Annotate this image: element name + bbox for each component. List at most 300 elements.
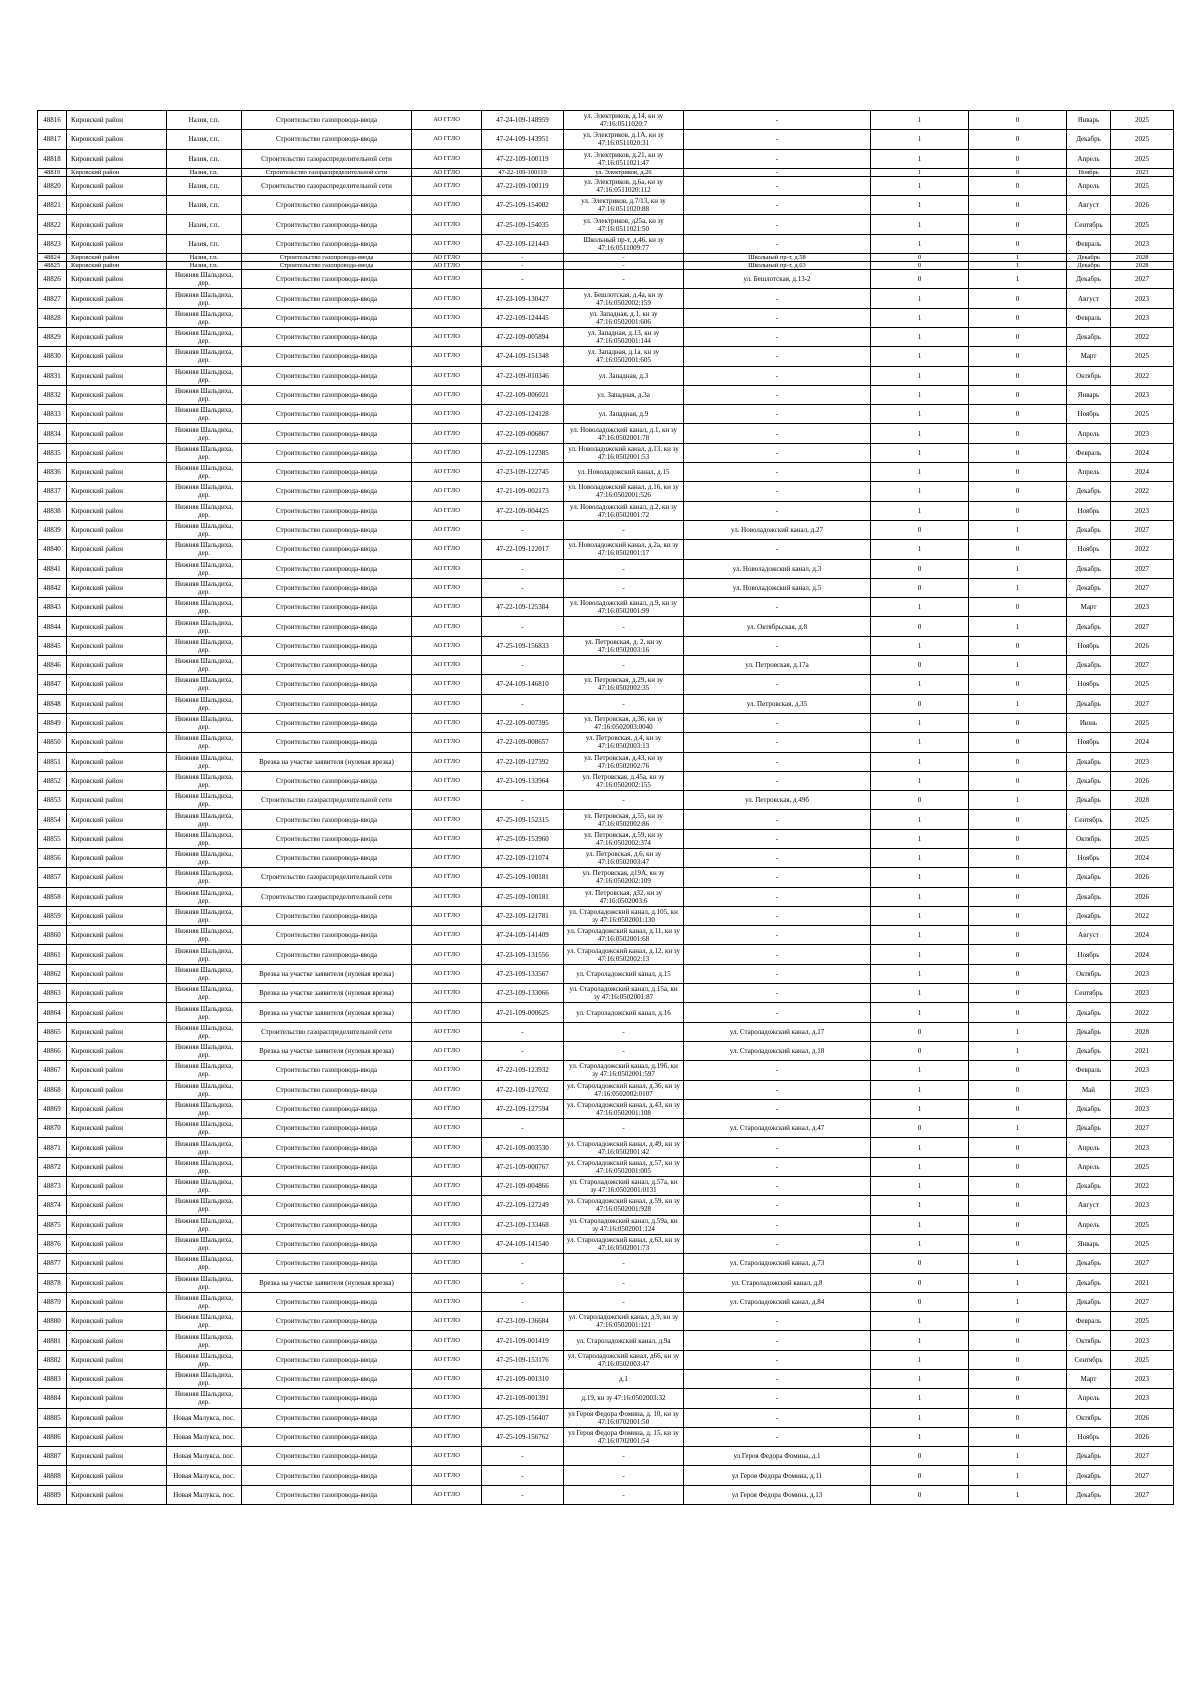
address-cell: - <box>564 1022 684 1041</box>
month-cell: Декабрь <box>1067 791 1111 810</box>
year-cell: 2023 <box>1111 598 1174 617</box>
district-cell: Кировский район <box>67 1312 167 1331</box>
district-cell: Кировский район <box>67 1215 167 1234</box>
address-cell: - <box>564 1485 684 1504</box>
locality-cell: Нижняя Шальдиха, дер. <box>167 675 242 694</box>
district-cell: Кировский район <box>67 1157 167 1176</box>
table-row <box>38 1157 1174 1176</box>
organization-cell: АО ГГЛО <box>412 675 482 694</box>
count-a-cell: 1 <box>871 366 969 385</box>
table-row <box>38 1370 1174 1389</box>
address-cell: ул. Староладожский канал, д.59, кн зу 47:16:0502001:928 <box>564 1196 684 1215</box>
address-cell: - <box>564 520 684 539</box>
locality-cell: Нижняя Шальдиха, дер. <box>167 1061 242 1080</box>
district-cell: Кировский район <box>67 1485 167 1504</box>
request-code-cell: 47-25-109-154002 <box>482 196 564 215</box>
request-code-cell: - <box>482 1254 564 1273</box>
row-number: 48854 <box>38 810 67 829</box>
row-number: 48828 <box>38 308 67 327</box>
row-number: 48870 <box>38 1119 67 1138</box>
request-code-cell: 47-21-109-001391 <box>482 1389 564 1408</box>
organization-cell: АО ГГЛО <box>412 1273 482 1292</box>
organization-cell: АО ГГЛО <box>412 906 482 925</box>
request-code-cell: 47-25-109-156762 <box>482 1427 564 1446</box>
count-b-cell: 1 <box>969 270 1067 289</box>
table-row <box>38 945 1174 964</box>
work-type-cell: Строительство газопровода-ввода <box>242 1215 412 1234</box>
locality-cell: Назия, г.п. <box>167 168 242 176</box>
district-cell: Кировский район <box>67 1099 167 1118</box>
count-a-cell: 0 <box>871 694 969 713</box>
count-b-cell: 0 <box>969 130 1067 149</box>
district-cell: Кировский район <box>67 1447 167 1466</box>
locality-cell: Нижняя Шальдиха, дер. <box>167 443 242 462</box>
request-code-cell: 47-22-109-010346 <box>482 366 564 385</box>
district-cell: Кировский район <box>67 1061 167 1080</box>
month-cell: Апрель <box>1067 1215 1111 1234</box>
row-number: 48827 <box>38 289 67 308</box>
count-a-cell: 1 <box>871 1312 969 1331</box>
organization-cell: АО ГГЛО <box>412 366 482 385</box>
count-a-cell: 0 <box>871 520 969 539</box>
row-number: 48849 <box>38 713 67 732</box>
count-a-cell: 1 <box>871 385 969 404</box>
count-b-cell: 0 <box>969 149 1067 168</box>
count-a-cell: 1 <box>871 771 969 790</box>
locality-cell: Нижняя Шальдиха, дер. <box>167 405 242 424</box>
address-cell: ул Героя Федора Фомина, д. 10, кн зу 47:16:0702001:50 <box>564 1408 684 1427</box>
planned-address-cell: - <box>684 405 871 424</box>
row-number: 48852 <box>38 771 67 790</box>
planned-address-cell: - <box>684 1177 871 1196</box>
locality-cell: Нижняя Шальдиха, дер. <box>167 1370 242 1389</box>
month-cell: Март <box>1067 598 1111 617</box>
request-code-cell: 47-22-109-004425 <box>482 501 564 520</box>
locality-cell: Новая Малукса, пос. <box>167 1485 242 1504</box>
work-type-cell: Строительство газопровода-ввода <box>242 366 412 385</box>
year-cell: 2023 <box>1111 234 1174 253</box>
year-cell: 2027 <box>1111 1119 1174 1138</box>
count-a-cell: 1 <box>871 926 969 945</box>
district-cell: Кировский район <box>67 482 167 501</box>
count-b-cell: 1 <box>969 1447 1067 1466</box>
planned-address-cell: ул. Бешлотская, д.13-2 <box>684 270 871 289</box>
year-cell: 2027 <box>1111 520 1174 539</box>
address-cell: - <box>564 617 684 636</box>
count-b-cell: 0 <box>969 234 1067 253</box>
district-cell: Кировский район <box>67 964 167 983</box>
organization-cell: АО ГГЛО <box>412 1427 482 1446</box>
address-cell: ул. Староладожский канал, д.105, кн зу 47:16:0502001:130 <box>564 906 684 925</box>
organization-cell: АО ГГЛО <box>412 254 482 262</box>
year-cell: 2025 <box>1111 1234 1174 1253</box>
locality-cell: Назия, г.п. <box>167 196 242 215</box>
table-row <box>38 1427 1174 1446</box>
organization-cell: АО ГГЛО <box>412 289 482 308</box>
month-cell: Октябрь <box>1067 829 1111 848</box>
work-type-cell: Строительство газопровода-ввода <box>242 1466 412 1485</box>
work-type-cell: Строительство газопровода-ввода <box>242 829 412 848</box>
count-a-cell: 0 <box>871 559 969 578</box>
request-code-cell: 47-25-109-100181 <box>482 887 564 906</box>
organization-cell: АО ГГЛО <box>412 1312 482 1331</box>
address-cell: ул. Петровская, д.36, кн зу 47:16:0502003:0040 <box>564 713 684 732</box>
year-cell: 2023 <box>1111 1138 1174 1157</box>
locality-cell: Нижняя Шальдиха, дер. <box>167 366 242 385</box>
locality-cell: Нижняя Шальдиха, дер. <box>167 559 242 578</box>
organization-cell: АО ГГЛО <box>412 482 482 501</box>
request-code-cell: 47-22-109-122385 <box>482 443 564 462</box>
planned-address-cell: ул Героя Федора Фомина, д.11 <box>684 1466 871 1485</box>
address-cell: ул. Новоладожский канал, д.9, кн зу 47:16:0502001:99 <box>564 598 684 617</box>
request-code-cell: 47-22-109-122017 <box>482 540 564 559</box>
month-cell: Октябрь <box>1067 1331 1111 1350</box>
organization-cell: АО ГГЛО <box>412 598 482 617</box>
table-row <box>38 168 1174 176</box>
count-a-cell: 1 <box>871 984 969 1003</box>
row-number: 48850 <box>38 733 67 752</box>
month-cell: Август <box>1067 196 1111 215</box>
row-number: 48873 <box>38 1177 67 1196</box>
count-b-cell: 0 <box>969 385 1067 404</box>
count-b-cell: 0 <box>969 463 1067 482</box>
locality-cell: Нижняя Шальдиха, дер. <box>167 829 242 848</box>
locality-cell: Назия, г.п. <box>167 111 242 130</box>
locality-cell: Нижняя Шальдиха, дер. <box>167 1099 242 1118</box>
locality-cell: Новая Малукса, пос. <box>167 1466 242 1485</box>
year-cell: 2027 <box>1111 1447 1174 1466</box>
count-b-cell: 0 <box>969 1080 1067 1099</box>
count-a-cell: 1 <box>871 482 969 501</box>
address-cell: - <box>564 262 684 270</box>
address-cell: ул. Петровская, д.6, кн зу 47:16:0502003:47 <box>564 848 684 867</box>
request-code-cell: - <box>482 578 564 597</box>
request-code-cell: 47-25-109-152315 <box>482 810 564 829</box>
count-b-cell: 0 <box>969 1389 1067 1408</box>
organization-cell: АО ГГЛО <box>412 1041 482 1060</box>
month-cell: Март <box>1067 347 1111 366</box>
table-row <box>38 1080 1174 1099</box>
planned-address-cell: - <box>684 1350 871 1369</box>
planned-address-cell: - <box>684 308 871 327</box>
count-b-cell: 0 <box>969 1003 1067 1022</box>
count-b-cell: 0 <box>969 443 1067 462</box>
gasification-table <box>37 110 1174 1505</box>
request-code-cell: 47-24-109-148959 <box>482 111 564 130</box>
year-cell: 2021 <box>1111 1273 1174 1292</box>
address-cell: ул. Староладожский канал, д.9а <box>564 1331 684 1350</box>
planned-address-cell: - <box>684 215 871 234</box>
address-cell: - <box>564 1292 684 1311</box>
row-number: 48825 <box>38 262 67 270</box>
year-cell: 2027 <box>1111 656 1174 675</box>
count-b-cell: 0 <box>969 1350 1067 1369</box>
organization-cell: АО ГГЛО <box>412 1485 482 1504</box>
request-code-cell: 47-25-109-100181 <box>482 868 564 887</box>
month-cell: Февраль <box>1067 308 1111 327</box>
locality-cell: Нижняя Шальдиха, дер. <box>167 1003 242 1022</box>
district-cell: Кировский район <box>67 424 167 443</box>
count-b-cell: 0 <box>969 771 1067 790</box>
row-number: 48839 <box>38 520 67 539</box>
work-type-cell: Строительство газопровода-ввода <box>242 906 412 925</box>
locality-cell: Нижняя Шальдиха, дер. <box>167 848 242 867</box>
year-cell: 2023 <box>1111 1099 1174 1118</box>
row-number: 48845 <box>38 636 67 655</box>
count-a-cell: 0 <box>871 1273 969 1292</box>
work-type-cell: Строительство газопровода-ввода <box>242 694 412 713</box>
district-cell: Кировский район <box>67 1408 167 1427</box>
locality-cell: Нижняя Шальдиха, дер. <box>167 964 242 983</box>
request-code-cell: - <box>482 1273 564 1292</box>
organization-cell: АО ГГЛО <box>412 964 482 983</box>
table-row <box>38 327 1174 346</box>
year-cell: 2027 <box>1111 694 1174 713</box>
address-cell: - <box>564 1466 684 1485</box>
month-cell: Ноябрь <box>1067 405 1111 424</box>
count-b-cell: 0 <box>969 1196 1067 1215</box>
table-row <box>38 482 1174 501</box>
count-a-cell: 0 <box>871 578 969 597</box>
count-a-cell: 0 <box>871 262 969 270</box>
organization-cell: АО ГГЛО <box>412 385 482 404</box>
year-cell: 2022 <box>1111 327 1174 346</box>
work-type-cell: Строительство газопровода-ввода <box>242 1099 412 1118</box>
work-type-cell: Строительство газопровода-ввода <box>242 540 412 559</box>
request-code-cell: - <box>482 254 564 262</box>
request-code-cell: - <box>482 1292 564 1311</box>
address-cell: ул. Электриков, д.7/13, кн зу 47:16:0511020:88 <box>564 196 684 215</box>
address-cell: ул. Староладожский канал, д.43, кн зу 47:16:0502001:108 <box>564 1099 684 1118</box>
work-type-cell: Строительство газопровода-ввода <box>242 733 412 752</box>
work-type-cell: Строительство газопровода-ввода <box>242 1138 412 1157</box>
row-number: 48830 <box>38 347 67 366</box>
table-row <box>38 176 1174 195</box>
count-b-cell: 0 <box>969 810 1067 829</box>
request-code-cell: - <box>482 791 564 810</box>
year-cell: 2025 <box>1111 1312 1174 1331</box>
count-a-cell: 1 <box>871 752 969 771</box>
request-code-cell: - <box>482 270 564 289</box>
planned-address-cell: - <box>684 111 871 130</box>
row-number: 48853 <box>38 791 67 810</box>
month-cell: Ноябрь <box>1067 540 1111 559</box>
count-a-cell: 1 <box>871 675 969 694</box>
request-code-cell: 47-24-109-143951 <box>482 130 564 149</box>
address-cell: ул. Электриков, д25а, кн зу 47:16:0511021:50 <box>564 215 684 234</box>
organization-cell: АО ГГЛО <box>412 308 482 327</box>
request-code-cell: - <box>482 1447 564 1466</box>
count-b-cell: 0 <box>969 168 1067 176</box>
row-number: 48876 <box>38 1234 67 1253</box>
count-a-cell: 1 <box>871 501 969 520</box>
table-row <box>38 463 1174 482</box>
locality-cell: Нижняя Шальдиха, дер. <box>167 482 242 501</box>
planned-address-cell: - <box>684 848 871 867</box>
month-cell: Ноябрь <box>1067 675 1111 694</box>
count-b-cell: 0 <box>969 196 1067 215</box>
address-cell: ул. Староладожский канал, д.59а, кн зу 47:16:0502001:124 <box>564 1215 684 1234</box>
work-type-cell: Строительство газопровода-ввода <box>242 1350 412 1369</box>
address-cell: ул. Петровская, д. 2, кн зу 47:16:0502003:16 <box>564 636 684 655</box>
district-cell: Кировский район <box>67 945 167 964</box>
district-cell: Кировский район <box>67 1138 167 1157</box>
year-cell: 2026 <box>1111 1427 1174 1446</box>
address-cell: ул. Западная, д.3а <box>564 385 684 404</box>
count-b-cell: 0 <box>969 1061 1067 1080</box>
count-b-cell: 1 <box>969 578 1067 597</box>
table-row <box>38 636 1174 655</box>
year-cell: 2023 <box>1111 1370 1174 1389</box>
district-cell: Кировский район <box>67 1466 167 1485</box>
month-cell: Апрель <box>1067 1389 1111 1408</box>
count-b-cell: 0 <box>969 366 1067 385</box>
locality-cell: Нижняя Шальдиха, дер. <box>167 578 242 597</box>
request-code-cell: 47-23-109-133567 <box>482 964 564 983</box>
address-cell: ул. Западная, д.1, кн зу 47:16:0502001:606 <box>564 308 684 327</box>
month-cell: Сентябрь <box>1067 810 1111 829</box>
year-cell: 2027 <box>1111 578 1174 597</box>
work-type-cell: Строительство газопровода-ввода <box>242 270 412 289</box>
month-cell: Декабрь <box>1067 771 1111 790</box>
count-a-cell: 1 <box>871 463 969 482</box>
month-cell: Май <box>1067 1080 1111 1099</box>
row-number: 48863 <box>38 984 67 1003</box>
organization-cell: АО ГГЛО <box>412 1292 482 1311</box>
organization-cell: АО ГГЛО <box>412 1408 482 1427</box>
table-row <box>38 829 1174 848</box>
locality-cell: Нижняя Шальдиха, дер. <box>167 463 242 482</box>
row-number: 48889 <box>38 1485 67 1504</box>
count-b-cell: 1 <box>969 1466 1067 1485</box>
locality-cell: Нижняя Шальдиха, дер. <box>167 713 242 732</box>
year-cell: 2023 <box>1111 1331 1174 1350</box>
organization-cell: АО ГГЛО <box>412 868 482 887</box>
locality-cell: Нижняя Шальдиха, дер. <box>167 1215 242 1234</box>
organization-cell: АО ГГЛО <box>412 1061 482 1080</box>
count-a-cell: 1 <box>871 1427 969 1446</box>
planned-address-cell: - <box>684 385 871 404</box>
request-code-cell: 47-23-109-133964 <box>482 771 564 790</box>
address-cell: ул. Староладожский канал, д.12, кн зу 47:16:0502002:13 <box>564 945 684 964</box>
work-type-cell: Строительство газопровода-ввода <box>242 262 412 270</box>
planned-address-cell: - <box>684 168 871 176</box>
row-number: 48884 <box>38 1389 67 1408</box>
address-cell: ул. Западная, д.13, кн зу 47:16:0502001:144 <box>564 327 684 346</box>
locality-cell: Нижняя Шальдиха, дер. <box>167 810 242 829</box>
count-a-cell: 1 <box>871 1234 969 1253</box>
district-cell: Кировский район <box>67 1080 167 1099</box>
district-cell: Кировский район <box>67 111 167 130</box>
table-row <box>38 559 1174 578</box>
count-a-cell: 1 <box>871 149 969 168</box>
address-cell: ул. Петровская, д.29, кн зу 47:16:0502002:35 <box>564 675 684 694</box>
year-cell: 2025 <box>1111 347 1174 366</box>
year-cell: 2024 <box>1111 443 1174 462</box>
work-type-cell: Строительство газопровода-ввода <box>242 289 412 308</box>
table-row <box>38 791 1174 810</box>
month-cell: Ноябрь <box>1067 168 1111 176</box>
work-type-cell: Строительство газопровода-ввода <box>242 771 412 790</box>
address-cell: д.19, кн зу 47:16:0502003:32 <box>564 1389 684 1408</box>
year-cell: 2027 <box>1111 1254 1174 1273</box>
address-cell: ул. Петровская, д19А, кн зу 47:16:0502002:109 <box>564 868 684 887</box>
month-cell: Ноябрь <box>1067 1427 1111 1446</box>
year-cell: 2028 <box>1111 254 1174 262</box>
row-number: 48882 <box>38 1350 67 1369</box>
work-type-cell: Строительство газопровода-ввода <box>242 1177 412 1196</box>
work-type-cell: Врезка на участке заявителя (нулевая врезка) <box>242 1041 412 1060</box>
month-cell: Декабрь <box>1067 752 1111 771</box>
planned-address-cell: - <box>684 964 871 983</box>
count-b-cell: 0 <box>969 926 1067 945</box>
count-a-cell: 1 <box>871 1215 969 1234</box>
table-row <box>38 149 1174 168</box>
planned-address-cell: - <box>684 540 871 559</box>
organization-cell: АО ГГЛО <box>412 270 482 289</box>
count-a-cell: 1 <box>871 733 969 752</box>
work-type-cell: Строительство газопровода-ввода <box>242 234 412 253</box>
organization-cell: АО ГГЛО <box>412 1234 482 1253</box>
year-cell: 2025 <box>1111 1215 1174 1234</box>
row-number: 48844 <box>38 617 67 636</box>
locality-cell: Нижняя Шальдиха, дер. <box>167 1389 242 1408</box>
locality-cell: Назия, г.п. <box>167 130 242 149</box>
planned-address-cell: - <box>684 906 871 925</box>
count-b-cell: 0 <box>969 1157 1067 1176</box>
table-row <box>38 234 1174 253</box>
organization-cell: АО ГГЛО <box>412 1370 482 1389</box>
planned-address-cell: ул. Новоладожский канал, д.27 <box>684 520 871 539</box>
document-page <box>37 110 1173 1505</box>
count-b-cell: 1 <box>969 1273 1067 1292</box>
row-number: 48821 <box>38 196 67 215</box>
locality-cell: Назия, г.п. <box>167 149 242 168</box>
count-a-cell: 1 <box>871 1370 969 1389</box>
year-cell: 2027 <box>1111 1485 1174 1504</box>
address-cell: - <box>564 694 684 713</box>
request-code-cell: 47-22-109-121443 <box>482 234 564 253</box>
year-cell: 2026 <box>1111 1408 1174 1427</box>
table-row <box>38 111 1174 130</box>
request-code-cell: 47-22-109-006021 <box>482 385 564 404</box>
request-code-cell: 47-24-109-146810 <box>482 675 564 694</box>
work-type-cell: Врезка на участке заявителя (нулевая врезка) <box>242 752 412 771</box>
year-cell: 2022 <box>1111 366 1174 385</box>
organization-cell: АО ГГЛО <box>412 262 482 270</box>
work-type-cell: Строительство газопровода-ввода <box>242 945 412 964</box>
planned-address-cell: ул. Староладожский канал, д.17 <box>684 1022 871 1041</box>
locality-cell: Нижняя Шальдиха, дер. <box>167 347 242 366</box>
locality-cell: Нижняя Шальдиха, дер. <box>167 791 242 810</box>
locality-cell: Нижняя Шальдиха, дер. <box>167 733 242 752</box>
year-cell: 2022 <box>1111 1003 1174 1022</box>
address-cell: ул. Петровская, д.55, кн зу 47:16:0502002:86 <box>564 810 684 829</box>
district-cell: Кировский район <box>67 617 167 636</box>
table-row <box>38 1292 1174 1311</box>
locality-cell: Нижняя Шальдиха, дер. <box>167 1022 242 1041</box>
year-cell: 2026 <box>1111 887 1174 906</box>
district-cell: Кировский район <box>67 1427 167 1446</box>
planned-address-cell: - <box>684 130 871 149</box>
locality-cell: Нижняя Шальдиха, дер. <box>167 1177 242 1196</box>
month-cell: Январь <box>1067 111 1111 130</box>
table-row <box>38 1331 1174 1350</box>
organization-cell: АО ГГЛО <box>412 176 482 195</box>
district-cell: Кировский район <box>67 540 167 559</box>
year-cell: 2025 <box>1111 829 1174 848</box>
planned-address-cell: - <box>684 443 871 462</box>
